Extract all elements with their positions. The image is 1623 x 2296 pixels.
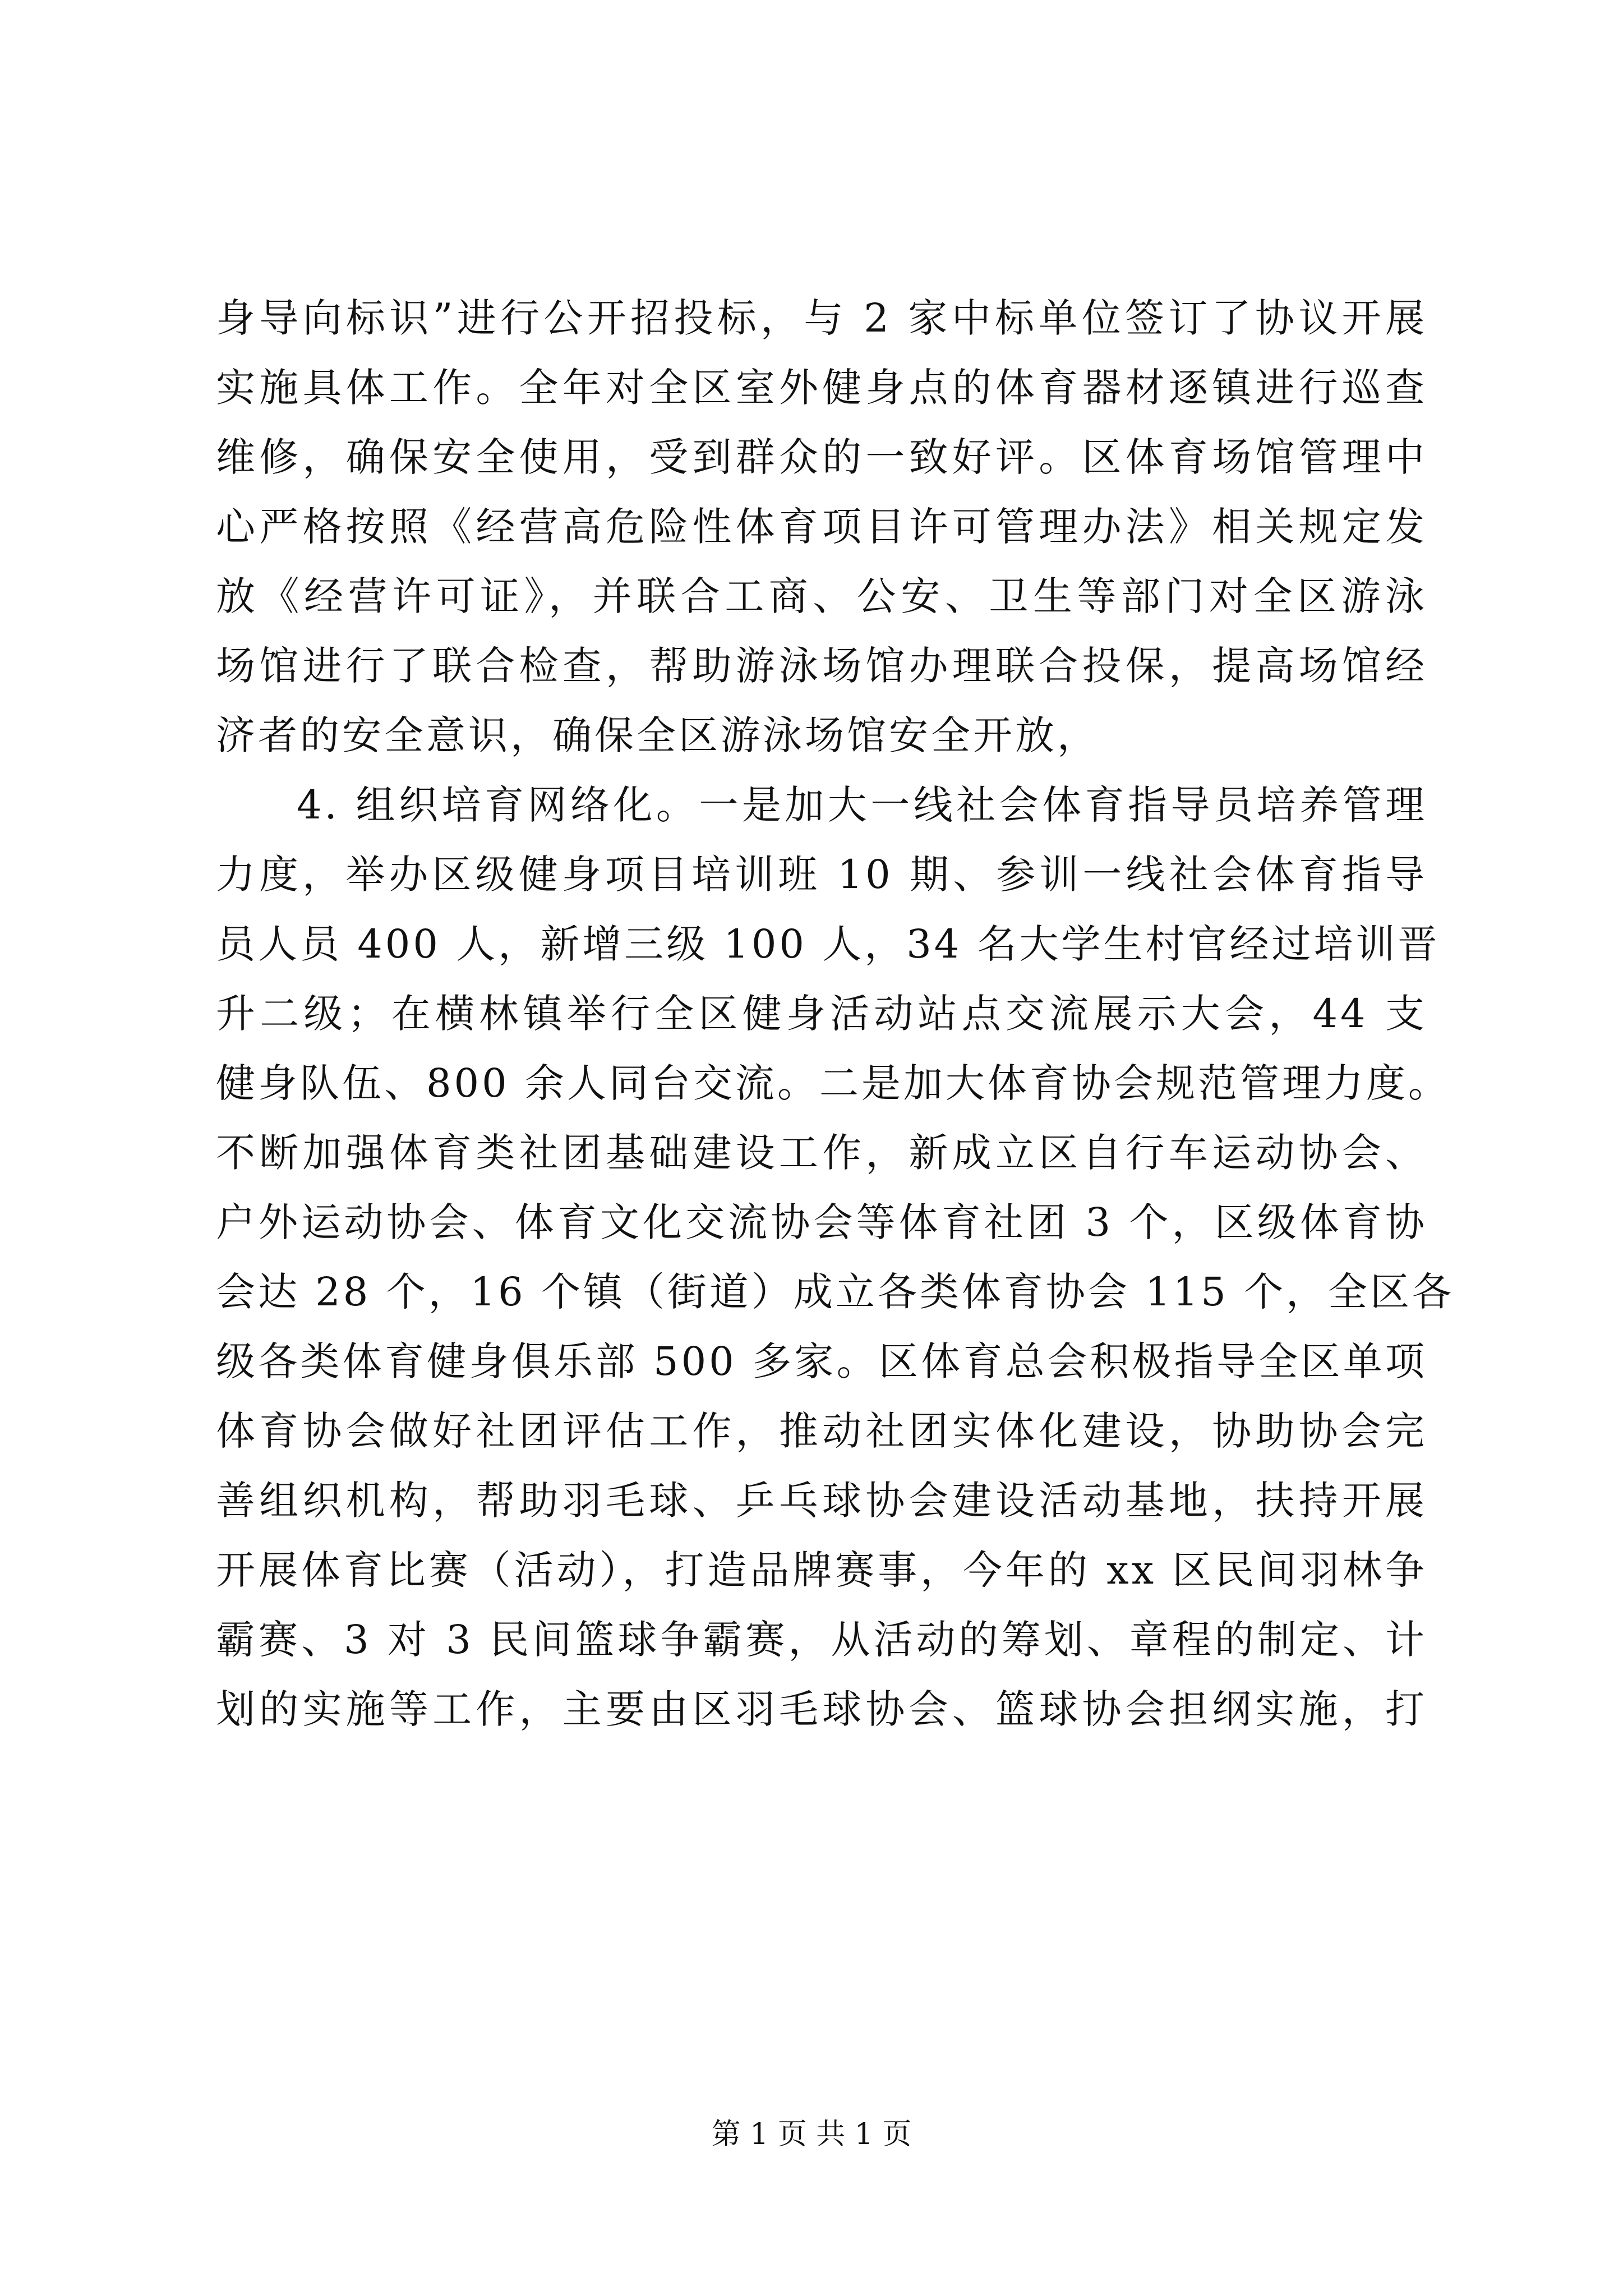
text-line: 户外运动协会、体育文化交流协会等体育社团 3 个，区级体育协 (216, 1199, 1427, 1245)
text-line: 员人员 400 人，新增三级 100 人，34 名大学生村官经过培训晋 (216, 921, 1440, 967)
paragraph-heading-line: 4. 组织培育网络化。一是加大一线社会体育指导员培养管理 (297, 782, 1427, 828)
text-line: 升二级；在横林镇举行全区健身活动站点交流展示大会，44 支 (216, 991, 1427, 1037)
text-line: 放《经营许可证》，并联合工商、公安、卫生等部门对全区游泳 (216, 573, 1427, 619)
document-body (216, 283, 1455, 1744)
text-line: 济者的安全意识，确保全区游泳场馆安全开放， (216, 712, 1099, 758)
text-line: 体育协会做好社团评估工作，推动社团实体化建设，协助协会完 (216, 1408, 1427, 1454)
text-line: 会达 28 个，16 个镇（街道）成立各类体育协会 115 个，全区各 (216, 1269, 1455, 1315)
text-line: 划的实施等工作，主要由区羽毛球协会、篮球协会担纲实施，打 (216, 1686, 1427, 1732)
text-line: 身导向标识”进行公开招投标，与 2 家中标单位签订了协议开展 (216, 295, 1427, 341)
page-number-footer: 第 1 页 共 1 页 (711, 2118, 912, 2151)
text-line: 不断加强体育类社团基础建设工作，新成立区自行车运动协会、 (216, 1130, 1427, 1176)
text-line: 健身队伍、800 余人同台交流。二是加大体育协会规范管理力度。 (216, 1060, 1450, 1106)
text-line: 开展体育比赛（活动），打造品牌赛事，今年的 xx 区民间羽林争 (216, 1547, 1427, 1593)
text-line: 力度，举办区级健身项目培训班 10 期、参训一线社会体育指导 (216, 852, 1427, 898)
text-line: 维修，确保安全使用，受到群众的一致好评。区体育场馆管理中 (216, 434, 1427, 480)
text-line: 霸赛、3 对 3 民间篮球争霸赛，从活动的筹划、章程的制定、计 (216, 1617, 1427, 1663)
text-line: 心严格按照《经营高危险性体育项目许可管理办法》相关规定发 (216, 504, 1427, 550)
text-line: 场馆进行了联合检查，帮助游泳场馆办理联合投保，提高场馆经 (216, 643, 1427, 689)
text-line: 善组织机构，帮助羽毛球、乒乓球协会建设活动基地，扶持开展 (216, 1478, 1427, 1524)
text-line: 级各类体育健身俱乐部 500 多家。区体育总会积极指导全区单项 (216, 1338, 1427, 1384)
text-line: 实施具体工作。全年对全区室外健身点的体育器材逐镇进行巡查 (216, 365, 1427, 411)
